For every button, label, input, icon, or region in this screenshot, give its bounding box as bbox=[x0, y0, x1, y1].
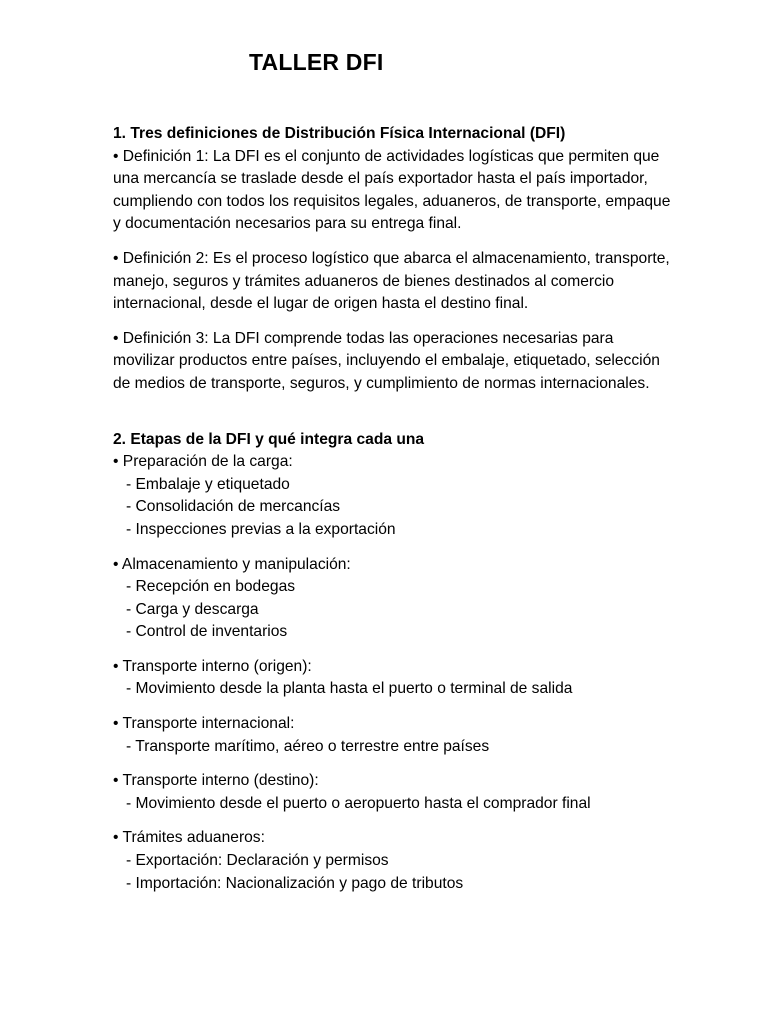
stage-item: - Transporte marítimo, aéreo o terrestre entre países bbox=[126, 737, 490, 755]
stage-tramites-aduaneros bbox=[113, 827, 673, 895]
stage-title: • Transporte internacional: bbox=[113, 715, 295, 733]
definition-3 bbox=[113, 328, 673, 396]
stage-title: • Preparación de la carga: bbox=[113, 453, 293, 471]
stage-title: • Transporte interno (destino): bbox=[113, 772, 319, 790]
definition-2 bbox=[113, 248, 673, 316]
document-body bbox=[113, 123, 673, 907]
stage-almacenamiento bbox=[113, 554, 673, 644]
stage-transporte-internacional bbox=[113, 713, 673, 758]
stage-item: - Exportación: Declaración y permisos bbox=[126, 852, 389, 870]
stage-title: • Almacenamiento y manipulación: bbox=[113, 555, 351, 573]
definition-1 bbox=[113, 146, 673, 236]
stage-item: - Embalaje y etiquetado bbox=[126, 475, 290, 493]
stage-item: - Movimiento desde el puerto o aeropuerto hasta el comprador final bbox=[126, 794, 591, 812]
stage-title: • Transporte interno (origen): bbox=[113, 657, 312, 675]
section-2-heading: 2. Etapas de la DFI y qué integra cada una bbox=[113, 430, 425, 448]
stage-transporte-destino bbox=[113, 770, 673, 815]
stage-item: - Consolidación de mercancías bbox=[126, 498, 341, 516]
stage-item: - Importación: Nacionalización y pago de tributos bbox=[126, 874, 464, 892]
definition-3-text: • Definición 3: La DFI comprende todas las operaciones necesarias para movilizar productos entre países, incluyendo el embalaje, etiquetado, selección de medios de transporte, seguros, y cumplimiento de normas internacionales. bbox=[113, 329, 660, 392]
section-spacer bbox=[113, 408, 673, 429]
section-1-heading: 1. Tres definiciones de Distribución Física Internacional (DFI) bbox=[113, 125, 566, 142]
stage-transporte-origen bbox=[113, 656, 673, 701]
document-title: TALLER DFI bbox=[249, 49, 384, 75]
stage-item: - Control de inventarios bbox=[126, 623, 288, 641]
stage-title: • Trámites aduaneros: bbox=[113, 829, 265, 847]
stage-item: - Movimiento desde la planta hasta el puerto o terminal de salida bbox=[126, 680, 573, 698]
stage-preparacion bbox=[113, 451, 673, 541]
stage-item: - Inspecciones previas a la exportación bbox=[126, 520, 396, 538]
definition-1-text: • Definición 1: La DFI es el conjunto de actividades logísticas que permiten que una mercancía se traslade desde el país exportador hasta el país importador, cumpliendo con todos los requisitos legales, aduaneros, de transporte, empaque y documentación necesarios para su entrega final. bbox=[113, 147, 671, 233]
definition-2-text: • Definición 2: Es el proceso logístico que abarca el almacenamiento, transporte, manejo, seguros y trámites aduaneros de bienes destinados al comercio internacional, desde el lugar de origen hasta el destino final. bbox=[113, 249, 670, 313]
stage-item: - Recepción en bodegas bbox=[126, 578, 296, 596]
stage-item: - Carga y descarga bbox=[126, 600, 259, 618]
